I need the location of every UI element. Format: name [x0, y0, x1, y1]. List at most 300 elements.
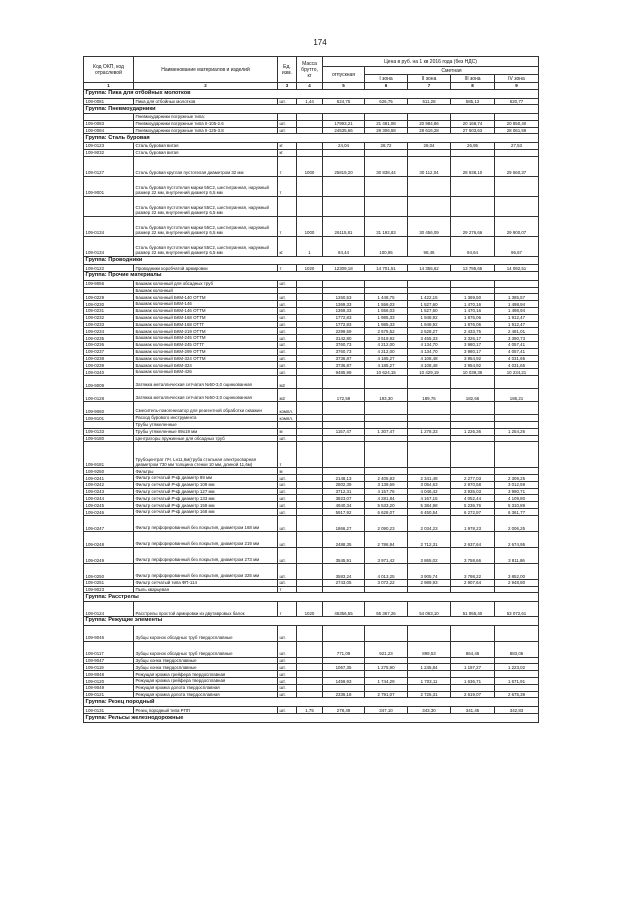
item-unit — [278, 287, 297, 294]
price-zone-3: 20 168,74 — [451, 120, 495, 127]
item-code: 109-9046 — [84, 625, 134, 641]
price-zone-1 — [365, 113, 408, 120]
price-zone-1: 2 786,94 — [365, 531, 408, 547]
item-mass — [297, 196, 323, 216]
table-row — [84, 641, 539, 657]
table-row — [84, 414, 539, 421]
item-unit: шт. — [278, 563, 297, 579]
item-name: Трубоцентрат ЛЧ. Lн11,6м(труба стальная электросварная диаметром 730 мм толщина стенки 10 мм, длиной 11,6м) — [134, 442, 278, 468]
price-release: 172,59 — [323, 388, 365, 401]
price-zone-2: 4 134,70 — [408, 348, 451, 355]
price-zone-2: 30 456,09 — [408, 216, 451, 236]
table-row — [84, 481, 539, 488]
price-release: 24,04 — [323, 142, 365, 149]
item-name: Башмак колонный БКМ-146 ОТТМ — [134, 307, 278, 314]
item-unit: т — [278, 586, 297, 593]
price-zone-2 — [408, 414, 451, 421]
item-name: Фильтр сетчатый Рчф диаметр 127 мм — [134, 488, 278, 495]
item-mass — [297, 113, 323, 120]
item-mass — [297, 421, 323, 428]
item-code: 109-0234 — [84, 328, 134, 335]
item-name: Сталь буровая пустотелая марки 55С2, шестигранная, наружный размер 22 мм, внутренний диаметр 6,5 мм — [134, 236, 278, 256]
item-name: Центраторы пружинные для обсадных труб — [134, 435, 278, 442]
price-zone-3: 1 636,71 — [451, 678, 495, 685]
price-zone-3 — [451, 468, 495, 475]
price-zone-2: 4 108,48 — [408, 355, 451, 362]
group-row — [84, 89, 539, 98]
price-zone-4: 1 912,47 — [495, 314, 539, 321]
group-title: Группа: Резец породный — [84, 698, 539, 707]
item-name: Сталь буровая пустотелая марки 55С2, шестигранная, наружный размер 22 мм, внутренний диаметр 6,5 мм — [134, 216, 278, 236]
price-zone-4: 96,67 — [495, 236, 539, 256]
price-zone-1: 3 971,42 — [365, 547, 408, 563]
item-unit: шт. — [278, 435, 297, 442]
price-table — [83, 56, 539, 723]
item-unit: шт. — [278, 509, 297, 516]
price-zone-1: 3 138,69 — [365, 481, 408, 488]
price-zone-4: 2 674,95 — [495, 531, 539, 547]
item-mass — [297, 120, 323, 127]
price-zone-4: 1 498,94 — [495, 301, 539, 308]
price-zone-4: 342,83 — [495, 707, 539, 714]
price-zone-2: 1 278,33 — [408, 428, 451, 435]
price-release: 1866,27 — [323, 515, 365, 531]
table-row — [84, 428, 539, 435]
price-zone-3: 2 433,75 — [451, 328, 495, 335]
item-name: Башмак колонный БКМ-219 ОТТМ — [134, 328, 278, 335]
item-mass — [297, 341, 323, 348]
price-zone-3: 2 637,64 — [451, 531, 495, 547]
price-release: 46356,55 — [323, 602, 365, 617]
item-unit: т — [278, 156, 297, 176]
item-unit: шт. — [278, 531, 297, 547]
item-unit: шт. — [278, 355, 297, 362]
price-zone-4 — [495, 280, 539, 287]
item-code: 109-0122 — [84, 265, 134, 272]
price-zone-4: 186,21 — [495, 388, 539, 401]
price-release: 1157,47 — [323, 428, 365, 435]
price-zone-4: 4 057,41 — [495, 348, 539, 355]
price-release: 1369,33 — [323, 307, 365, 314]
item-unit: шт. — [278, 321, 297, 328]
item-name: Пневмоударники погружные типа II-105-2.6 — [134, 120, 278, 127]
header-zone-1: I зона — [365, 75, 408, 83]
price-zone-4: 4 057,41 — [495, 341, 539, 348]
column-number: 6 — [365, 83, 408, 90]
item-unit: шт. — [278, 98, 297, 105]
price-zone-4: 2 006,25 — [495, 515, 539, 531]
price-zone-3 — [451, 421, 495, 428]
price-zone-3 — [451, 586, 495, 593]
item-name: Фильтр перфорированный без покрытия, диаметром 325 мм — [134, 563, 278, 579]
item-mass — [297, 307, 323, 314]
table-row — [84, 362, 539, 369]
table-row — [84, 421, 539, 428]
price-zone-3 — [451, 287, 495, 294]
price-zone-3: 585,13 — [451, 98, 495, 105]
price-zone-4 — [495, 196, 539, 216]
header-zone-2: II зона — [408, 75, 451, 83]
price-zone-2: 54 063,10 — [408, 602, 451, 617]
price-zone-1: 1 556,03 — [365, 301, 408, 308]
table-row — [84, 149, 539, 156]
price-release: 3760,73 — [323, 341, 365, 348]
item-code: 109-9250 — [84, 468, 134, 475]
price-release — [323, 287, 365, 294]
item-name: Пневмоударники погружные типа: — [134, 113, 278, 120]
item-unit: шт. — [278, 120, 297, 127]
item-code: 109-9048 — [84, 671, 134, 678]
table-row — [84, 156, 539, 176]
item-unit: компл. — [278, 414, 297, 421]
item-mass — [297, 142, 323, 149]
item-name: Башмак колонный БКМ-324 — [134, 362, 278, 369]
header-unit: Ед. изм. — [278, 57, 297, 83]
group-row — [84, 714, 539, 723]
table-row — [84, 586, 539, 593]
price-release: 5917,92 — [323, 509, 365, 516]
price-zone-2: 14 355,62 — [408, 265, 451, 272]
price-zone-1: 921,23 — [365, 641, 408, 657]
item-unit: т — [278, 265, 297, 272]
price-zone-3 — [451, 442, 495, 468]
item-code: 109-0134 — [84, 236, 134, 256]
item-name: Пневмоударники погружные типа II-125-3.8 — [134, 127, 278, 134]
item-mass — [297, 495, 323, 502]
price-zone-3: 28 938,10 — [451, 156, 495, 176]
group-title: Группа: Пика для отбойных молотков — [84, 89, 539, 98]
item-code: 109-0238 — [84, 355, 134, 362]
item-name: Сталь буровая витая — [134, 142, 278, 149]
price-zone-1: 1 556,03 — [365, 307, 408, 314]
item-code: 109-0229 — [84, 294, 134, 301]
price-zone-3: 3 758,66 — [451, 547, 495, 563]
column-number: 7 — [408, 83, 451, 90]
item-unit: шт. — [278, 280, 297, 287]
price-zone-1 — [365, 625, 408, 641]
item-unit: м — [278, 428, 297, 435]
price-release — [323, 586, 365, 593]
table-row — [84, 280, 539, 287]
item-code: 109-0242 — [84, 481, 134, 488]
price-zone-3 — [451, 657, 495, 664]
item-mass — [297, 475, 323, 482]
group-title: Группа: Режущие элементы — [84, 617, 539, 626]
price-zone-3: 2 619,07 — [451, 691, 495, 698]
item-name: Фильтр сетчатый типа ФП-114 — [134, 579, 278, 586]
price-zone-3: 2 907,64 — [451, 579, 495, 586]
header-price-title: Цена в руб. на 1 кв 2016 года (без НДС) — [323, 57, 539, 67]
price-zone-1 — [365, 421, 408, 428]
item-code: 109-0131 — [84, 707, 134, 714]
price-zone-3 — [451, 414, 495, 421]
price-zone-3 — [451, 401, 495, 414]
item-mass — [297, 678, 323, 685]
item-name: Зубцы коронок обсадных труб твердосплавные — [134, 625, 278, 641]
item-mass — [297, 515, 323, 531]
price-zone-4: 4 031,65 — [495, 355, 539, 362]
price-zone-1: 100,95 — [365, 236, 408, 256]
price-zone-1: 4 212,00 — [365, 341, 408, 348]
table-row — [84, 113, 539, 120]
item-unit: шт. — [278, 369, 297, 376]
price-zone-1: 1 307,47 — [365, 428, 408, 435]
price-zone-2: 899,53 — [408, 641, 451, 657]
group-row — [84, 698, 539, 707]
item-name: Башмак колонный БКМ-245 ОТТМ — [134, 335, 278, 342]
price-zone-4: 29 900,07 — [495, 216, 539, 236]
price-release — [323, 421, 365, 428]
price-zone-4: 1 498,94 — [495, 307, 539, 314]
price-release: 25819,20 — [323, 156, 365, 176]
price-zone-1: 4 185,27 — [365, 355, 408, 362]
price-zone-3: 1 876,06 — [451, 321, 495, 328]
table-row — [84, 691, 539, 698]
price-release — [323, 176, 365, 196]
item-name: Фильтр перфорированный без покрытия, диаметром 219 мм — [134, 531, 278, 547]
price-zone-1: 3 072,22 — [365, 579, 408, 586]
column-number: 2 — [134, 83, 278, 90]
item-code: 109-0124 — [84, 602, 134, 617]
item-code: 109-0235 — [84, 335, 134, 342]
price-zone-1: 2 405,83 — [365, 475, 408, 482]
item-unit: шт. — [278, 684, 297, 691]
item-mass — [297, 287, 323, 294]
item-name: Режущая кромка грейфера твердосплавная — [134, 671, 278, 678]
item-mass — [297, 442, 323, 468]
price-zone-2: 4 167,15 — [408, 495, 451, 502]
price-zone-2: 4 046,42 — [408, 488, 451, 495]
price-zone-2 — [408, 421, 451, 428]
table-row — [84, 671, 539, 678]
item-code — [84, 196, 134, 216]
price-zone-2: 2 725,31 — [408, 691, 451, 698]
item-unit: шт. — [278, 362, 297, 369]
price-zone-4: 3 390,73 — [495, 335, 539, 342]
price-release: 17993,21 — [323, 120, 365, 127]
table-row — [84, 657, 539, 664]
item-name: Режущая кромка грейфера твердосплавная — [134, 678, 278, 685]
price-zone-1: 5 533,20 — [365, 502, 408, 509]
item-mass — [297, 428, 323, 435]
header-release: отпускная — [323, 67, 365, 83]
item-name: Башмак колонный БКМ-146 — [134, 301, 278, 308]
table-row — [84, 328, 539, 335]
item-unit: кг — [278, 142, 297, 149]
item-unit: шт. — [278, 328, 297, 335]
price-zone-3: 1 470,16 — [451, 307, 495, 314]
price-zone-4: 6 361,77 — [495, 509, 539, 516]
price-zone-2: 1 245,84 — [408, 664, 451, 671]
item-unit: шт. — [278, 707, 297, 714]
price-zone-3: 26,95 — [451, 142, 495, 149]
price-release: 84,44 — [323, 236, 365, 256]
price-zone-3 — [451, 176, 495, 196]
price-release — [323, 684, 365, 691]
price-zone-1: 21 481,08 — [365, 120, 408, 127]
price-zone-1: 4 185,27 — [365, 362, 408, 369]
price-zone-4 — [495, 657, 539, 664]
price-zone-3: 6 272,97 — [451, 509, 495, 516]
price-zone-3: 182,66 — [451, 388, 495, 401]
table-row — [84, 401, 539, 414]
table-row — [84, 707, 539, 714]
price-zone-1 — [365, 375, 408, 388]
price-release — [323, 657, 365, 664]
item-mass — [297, 684, 323, 691]
table-row — [84, 625, 539, 641]
item-mass — [297, 301, 323, 308]
price-zone-3 — [451, 684, 495, 691]
item-unit: м2 — [278, 388, 297, 401]
group-row — [84, 105, 539, 114]
price-zone-2 — [408, 625, 451, 641]
group-title: Группа: Прочие материалы — [84, 272, 539, 281]
item-code: 109-9001 — [84, 176, 134, 196]
item-mass — [297, 375, 323, 388]
item-name: Сталь буровая круглая пустотелая диаметром 32 мм — [134, 156, 278, 176]
price-zone-4: 4 109,80 — [495, 495, 539, 502]
item-name: Фильтр сетчатый Рчф диаметр 89 мм — [134, 475, 278, 482]
item-mass — [297, 355, 323, 362]
table-row — [84, 495, 539, 502]
item-code: 109-0251 — [84, 579, 134, 586]
header-mass: Масса брутто, кг — [297, 57, 323, 83]
price-zone-1 — [365, 280, 408, 287]
price-zone-4 — [495, 113, 539, 120]
item-unit — [278, 113, 297, 120]
table-row — [84, 196, 539, 216]
price-zone-1: 347,10 — [365, 707, 408, 714]
column-number: 4 — [297, 83, 323, 90]
price-zone-3: 341,45 — [451, 707, 495, 714]
item-mass: 1020 — [297, 602, 323, 617]
price-zone-3: 51 955,40 — [451, 602, 495, 617]
item-name: Зубцы хонка твердосплавные — [134, 664, 278, 671]
table-row — [84, 579, 539, 586]
price-release: 12309,18 — [323, 265, 365, 272]
price-zone-2: 1 527,60 — [408, 301, 451, 308]
price-zone-4 — [495, 435, 539, 442]
price-release: 9485,99 — [323, 369, 365, 376]
price-zone-3: 13 795,65 — [451, 265, 495, 272]
price-zone-2 — [408, 196, 451, 216]
price-zone-1: 29 306,58 — [365, 127, 408, 134]
item-code: 109-9032 — [84, 149, 134, 156]
price-zone-4: 1 223,02 — [495, 664, 539, 671]
price-release: 1369,33 — [323, 301, 365, 308]
price-zone-2: 3 455,33 — [408, 335, 451, 342]
price-zone-3: 1 876,06 — [451, 314, 495, 321]
price-zone-4: 4 031,65 — [495, 362, 539, 369]
price-zone-3: 10 039,36 — [451, 369, 495, 376]
item-mass — [297, 502, 323, 509]
item-name: Башмак колонный БКМ-324 ОТТМ — [134, 355, 278, 362]
item-mass — [297, 657, 323, 664]
price-zone-1: 6 628,07 — [365, 509, 408, 516]
price-release — [323, 625, 365, 641]
price-release — [323, 671, 365, 678]
table-row — [84, 531, 539, 547]
price-zone-1: 193,30 — [365, 388, 408, 401]
item-name: Затяжка металлическая сетчатая №50-3,0 оцинкованная — [134, 375, 278, 388]
price-zone-2: 20 984,86 — [408, 120, 451, 127]
item-name: Трубы утяжеленные — [134, 421, 278, 428]
table-row — [84, 678, 539, 685]
item-code — [84, 113, 134, 120]
column-number: 8 — [451, 83, 495, 90]
price-zone-3: 3 954,92 — [451, 362, 495, 369]
price-zone-2: 343,30 — [408, 707, 451, 714]
price-zone-3: 2 277,03 — [451, 475, 495, 482]
item-name: Башмак колонный БКМ-168 ОТТМ — [134, 314, 278, 321]
price-zone-2: 10 429,19 — [408, 369, 451, 376]
price-zone-2 — [408, 671, 451, 678]
price-zone-2: 3 905,74 — [408, 563, 451, 579]
item-mass — [297, 671, 323, 678]
price-release: 1459,93 — [323, 678, 365, 685]
item-code: 109-0084 — [84, 127, 134, 134]
price-zone-4 — [495, 414, 539, 421]
table-row — [84, 287, 539, 294]
price-zone-2 — [408, 149, 451, 156]
price-zone-3 — [451, 149, 495, 156]
price-zone-4: 620,77 — [495, 98, 539, 105]
price-zone-1: 30 838,44 — [365, 156, 408, 176]
price-zone-2 — [408, 468, 451, 475]
price-zone-4 — [495, 375, 539, 388]
item-unit: шт. — [278, 678, 297, 685]
item-mass — [297, 369, 323, 376]
item-code: 109-9060 — [84, 401, 134, 414]
item-code: 109-9101 — [84, 414, 134, 421]
price-zone-3: 864,46 — [451, 641, 495, 657]
price-release — [323, 442, 365, 468]
price-zone-1 — [365, 586, 408, 593]
price-zone-4: 883,05 — [495, 641, 539, 657]
item-unit: шт. — [278, 307, 297, 314]
table-row — [84, 176, 539, 196]
price-zone-4: 2 675,39 — [495, 691, 539, 698]
price-zone-1 — [365, 414, 408, 421]
group-title: Группа: Сталь буровая — [84, 134, 539, 143]
header-zone-3: III зона — [451, 75, 495, 83]
item-unit: кг — [278, 149, 297, 156]
table-row — [84, 216, 539, 236]
price-zone-3: 3 954,92 — [451, 355, 495, 362]
price-zone-4: 1 254,26 — [495, 428, 539, 435]
price-zone-1: 1 275,90 — [365, 664, 408, 671]
item-unit: шт. — [278, 495, 297, 502]
item-unit: м — [278, 468, 297, 475]
price-zone-2: 189,76 — [408, 388, 451, 401]
item-mass — [297, 481, 323, 488]
price-zone-3: 94,64 — [451, 236, 495, 256]
price-zone-2: 4 134,70 — [408, 341, 451, 348]
item-code: 109-0083 — [84, 120, 134, 127]
price-release: 2802,39 — [323, 481, 365, 488]
item-unit: шт. — [278, 294, 297, 301]
price-zone-2: 28,04 — [408, 142, 451, 149]
item-code: 109-0127 — [84, 156, 134, 176]
group-title: Группа: Пневмоударники — [84, 105, 539, 114]
price-zone-2: 2 034,23 — [408, 515, 451, 531]
table-row — [84, 142, 539, 149]
price-zone-4 — [495, 671, 539, 678]
price-zone-3: 1 369,50 — [451, 294, 495, 301]
item-mass — [297, 468, 323, 475]
item-code: 109-0123 — [84, 142, 134, 149]
